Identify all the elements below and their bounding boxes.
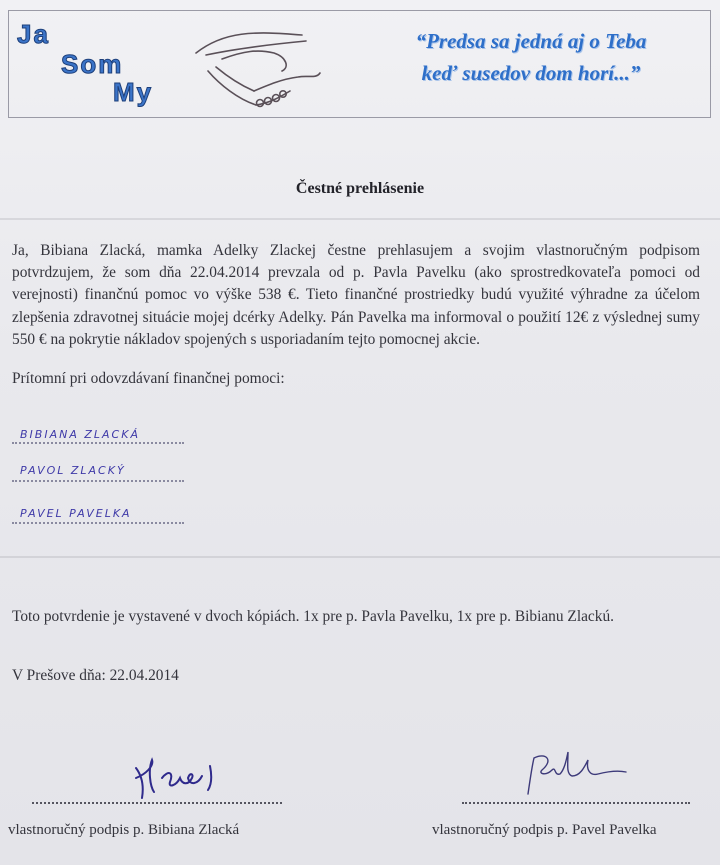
attendee-name-handwritten: BIBIANA ZLACKÁ [20,428,140,441]
signature-caption-right: vlastnoručný podpis p. Pavel Pavelka [432,822,657,838]
logo-word-my: My [113,77,154,107]
document-title: Čestné prehlásenie [295,180,425,197]
signature-line-right [462,800,690,804]
declaration-text: Ja, Bibiana Zlacká, mamka Adelky Zlackej čestne prehlasujem a svojim vlastnoručným podpisom potvrdzujem, že som dňa 22.04.2014 prevzala od p. Pavla Pavelku (ako sprostredkovateľa pomoci od verejnosti) finančnú pomoc vo výške 538 €. Tieto finančné prostriedky budú využité výhradne za účelom zlepšenia zdravotnej situácie mojej dcérky Adelky. Pán Pavelka ma informoval o použití 12€ z výslednej sumy 550 € na pokrytie nákladov spojených s usporiadaním tejto pomocnej akcie. [12,242,700,348]
signature-caption-left: vlastnoručný podpis p. Bibiana Zlacká [8,822,240,838]
motto-line-1: “Predsa sa jedná aj o Teba [415,29,647,53]
signature-line-left [32,800,282,804]
copies-note: Toto potvrdenie je vystavené v dvoch kópiách. 1x pre p. Pavla Pavelku, 1x pre p. Bibianu Zlackú. [12,608,614,625]
attendee-name-handwritten: PAVEL PAVELKA [20,507,132,520]
handshake-icon [194,19,324,111]
paper-fold [0,556,720,558]
logo-word-ja: Ja [17,19,50,49]
signature-scribble-left [128,756,238,806]
attendees-label: Prítomní pri odovzdávaní finančnej pomoci: [12,370,285,387]
place-and-date: V Prešove dňa: 22.04.2014 [12,667,179,684]
paper-fold [0,218,720,220]
attendee-name-handwritten: PAVOL ZLACKÝ [20,464,126,477]
logo-word-som: Som [61,49,124,79]
signature-scribble-right [520,746,630,802]
letterhead [8,10,711,118]
motto-line-2: keď susedov dom horí...” [421,61,641,85]
